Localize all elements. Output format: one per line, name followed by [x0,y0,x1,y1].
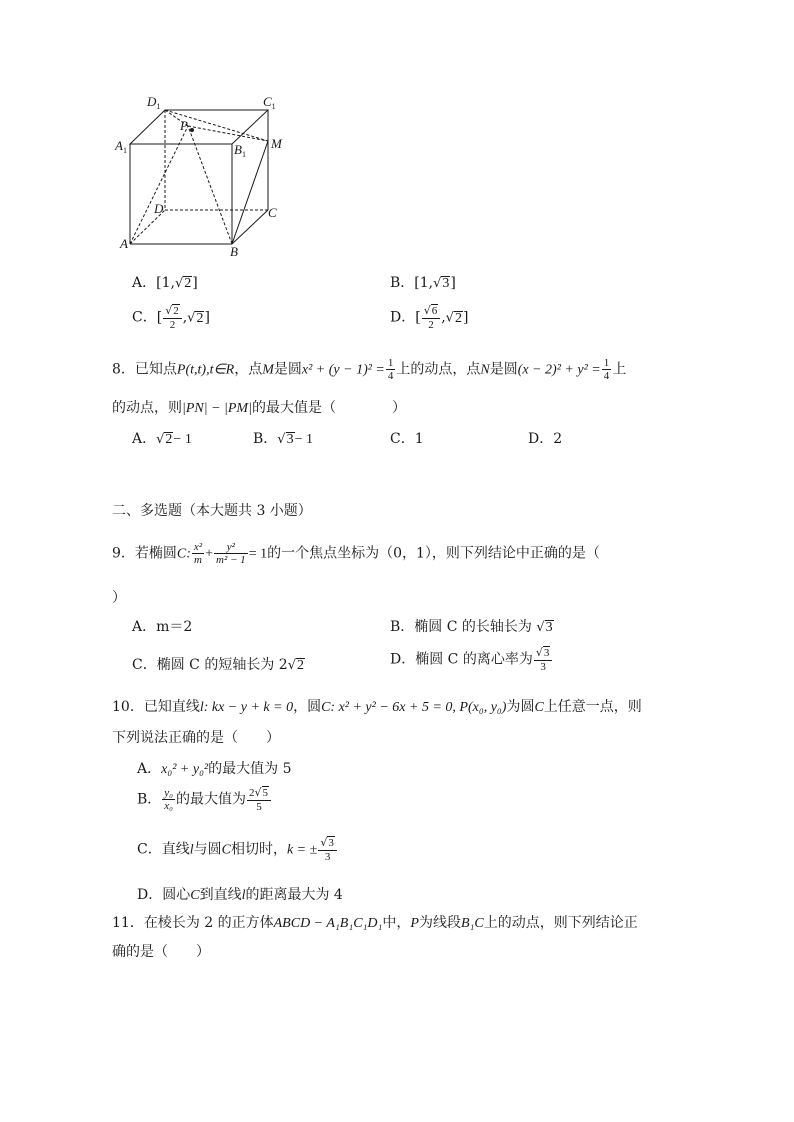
q10-option-b: B． $\frac{\text{y₀}}{\text{x₀}}$ 的最大值为 $\frac{2√5}{5}$ [137,786,272,813]
section-heading: 二、多选题（本大题共 3 小题） [112,503,312,519]
q10-line1: 10．已知直线l: kx − y + k = 0，圆C: x² + y² − 6x + 5 = 0, P(x₀, y₀)为圆C上任意一点，则 [112,699,642,715]
q11-line2: 确的是（ ） [112,944,210,960]
q9-option-d: D．椭圆 C 的离心率为 $\frac{√3}{3}$ [390,646,553,673]
q8-line2: 的动点，则|PN| − |PM|的最大值是（ ） [112,400,406,416]
q7-option-b: B．[1,√3] [390,275,456,291]
point-P-dot [190,128,194,132]
label-M: M [271,136,282,151]
q7-option-c: C．[ $\frac{√2}{2}$ ,√2] [132,304,210,331]
label-B: B [230,244,238,259]
q10-option-a: A．x₀² + y₀²的最大值为 5 [137,761,292,777]
q10-option-d: D．圆心C到直线l的距离最大为 4 [137,887,343,903]
label-P: P [180,118,188,133]
cube-figure [110,88,300,266]
label-D1: $D_1$ [147,94,161,111]
q9-line2: ） [112,590,126,606]
label-C: C [268,205,277,220]
segment-P-M [188,126,268,141]
label-A1: $A_1$ [115,138,127,155]
q9-option-c: C．椭圆 C 的短轴长为 2√2 [132,657,304,673]
q8-option-b: B．√3− 1 [253,431,313,447]
q11-line1: 11．在棱长为 2 的正方体ABCD − A₁B₁C₁D₁中，P为线段B₁C上的动点，则下列结论正 [112,915,638,931]
q9-line1: 9．若椭圆C: $\frac{\text{x²}}{m}$ + $\frac{\text{y²}}{\text{m² − 1}}$ = 1的一个焦点坐标为（0，1），则下列结论中正确的是（ [112,541,600,566]
q10-option-c: C．直线l与圆C相切时，k = ± $\frac{√3}{3}$ [137,836,338,863]
q8-option-c: C．1 [390,431,424,447]
label-D: D [154,201,164,216]
q9-option-a: A．m＝2 [132,619,193,635]
q9-option-b: B．椭圆 C 的长轴长为 √3 [390,619,553,635]
label-A: A [120,236,128,251]
cube-top-face [130,110,268,144]
q7-option-a: A．[1,√2] [132,275,198,291]
q10-line2: 下列说法正确的是（ ） [112,730,280,746]
q8-option-a: A．√2− 1 [132,431,192,447]
label-C1: $C_1$ [263,94,276,111]
q8-line1: 8．已知点P(t,t),t∈R，点M是圆x² + (y − 1)² = $\frac{1}{4}$ 上的动点，点N是圆(x − 2)² + y² = $\frac{1}{4}$ 上 [112,357,627,382]
q8-option-d: D．2 [528,431,563,447]
label-B1: $B_1$ [234,142,246,159]
q7-option-d: D．[ $\frac{√6}{2}$ ,√2] [390,304,469,331]
